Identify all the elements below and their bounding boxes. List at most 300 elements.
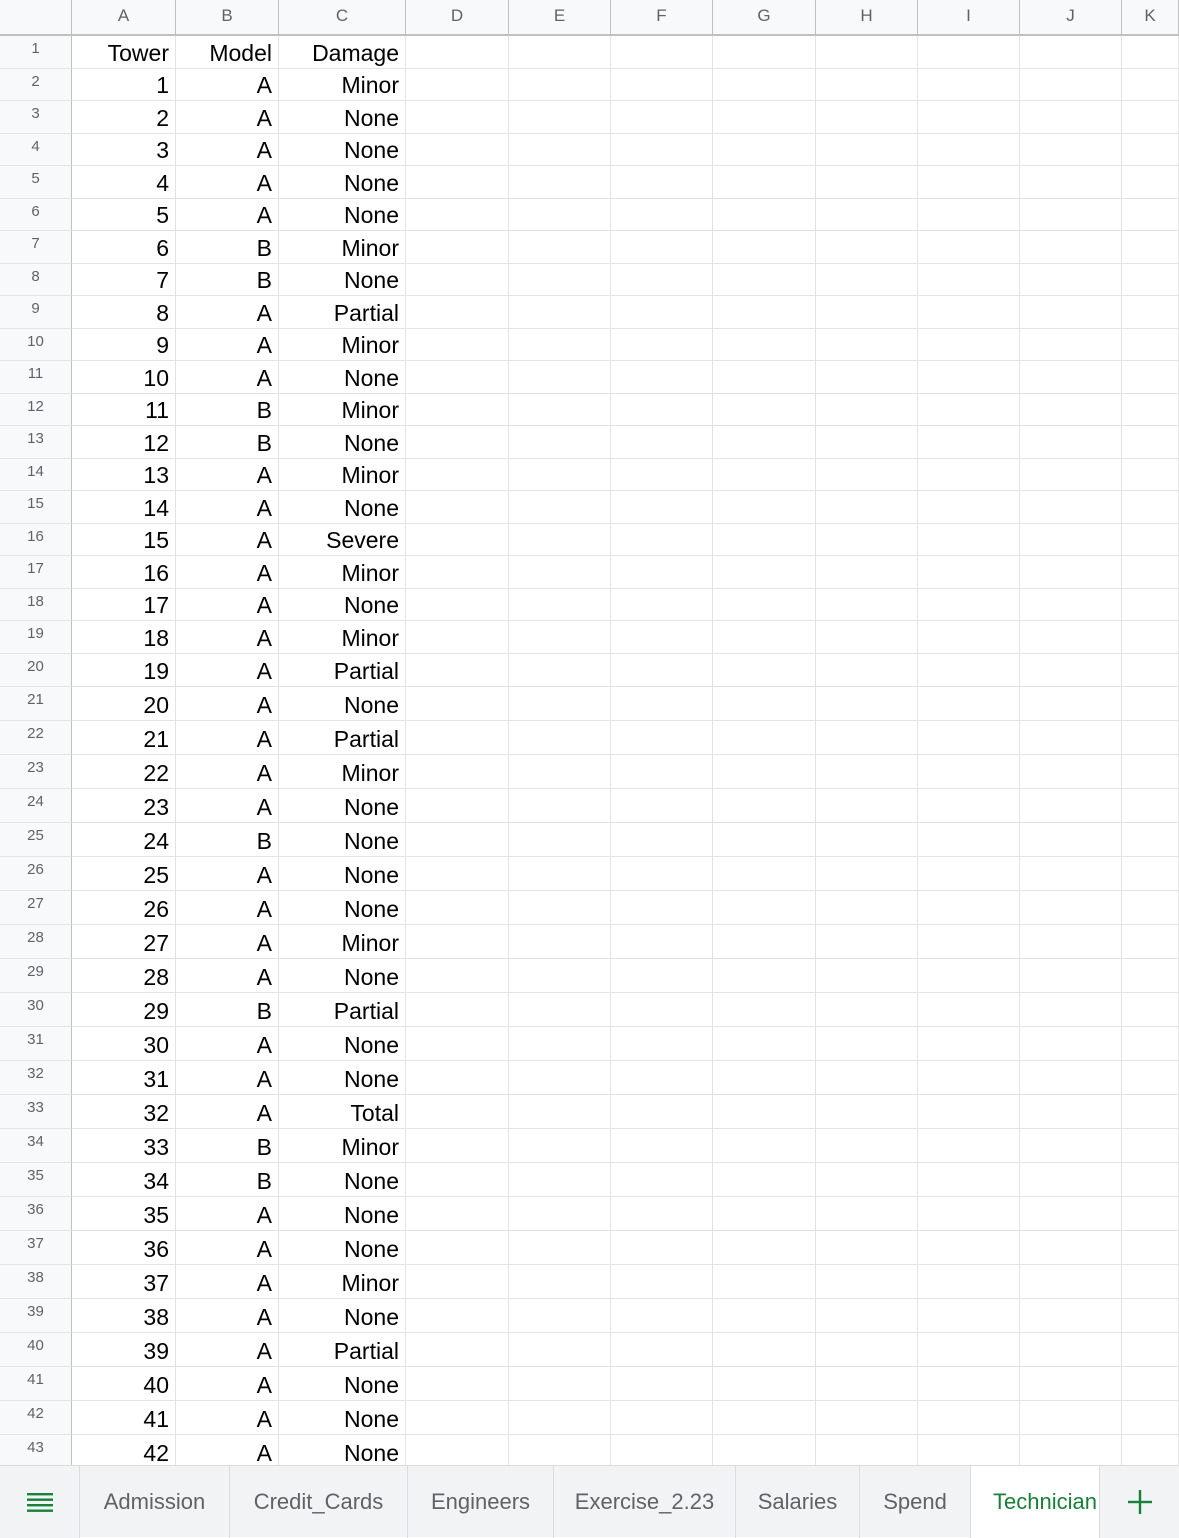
cell-c26[interactable]: None xyxy=(279,857,406,891)
cell-b40[interactable]: A xyxy=(176,1333,279,1367)
cell-f14[interactable] xyxy=(611,459,713,491)
cell-c43[interactable]: None xyxy=(279,1435,406,1465)
cell-b24[interactable]: A xyxy=(176,789,279,823)
sheet-tab-credit-cards[interactable]: Credit_Cards xyxy=(230,1466,408,1538)
cell-e39[interactable] xyxy=(509,1299,611,1333)
cell-e3[interactable] xyxy=(509,101,611,134)
cell-h25[interactable] xyxy=(816,823,918,857)
row-header[interactable]: 43 xyxy=(0,1435,72,1465)
cell-a29[interactable]: 28 xyxy=(72,959,176,993)
cell-c35[interactable]: None xyxy=(279,1163,406,1197)
cell-e37[interactable] xyxy=(509,1231,611,1265)
cell-j39[interactable] xyxy=(1020,1299,1122,1333)
cell-e7[interactable] xyxy=(509,231,611,264)
cell-c4[interactable]: None xyxy=(279,134,406,166)
cell-b37[interactable]: A xyxy=(176,1231,279,1265)
cell-e40[interactable] xyxy=(509,1333,611,1367)
cell-d30[interactable] xyxy=(406,993,509,1027)
cell-h11[interactable] xyxy=(816,361,918,394)
cell-a32[interactable]: 31 xyxy=(72,1061,176,1095)
cell-f1[interactable] xyxy=(611,36,713,69)
cell-c21[interactable]: None xyxy=(279,687,406,721)
sheet-tab-exercise-2-23[interactable]: Exercise_2.23 xyxy=(554,1466,736,1538)
cell-j24[interactable] xyxy=(1020,789,1122,823)
cell-k23[interactable] xyxy=(1122,755,1179,789)
row-header[interactable]: 1 xyxy=(0,36,72,69)
cell-g13[interactable] xyxy=(713,426,816,459)
cell-d9[interactable] xyxy=(406,296,509,329)
cell-g11[interactable] xyxy=(713,361,816,394)
cell-e10[interactable] xyxy=(509,329,611,361)
cell-h13[interactable] xyxy=(816,426,918,459)
row-header[interactable]: 39 xyxy=(0,1299,72,1333)
cell-j14[interactable] xyxy=(1020,459,1122,491)
cell-g41[interactable] xyxy=(713,1367,816,1401)
cell-f27[interactable] xyxy=(611,891,713,925)
cell-f40[interactable] xyxy=(611,1333,713,1367)
cell-d17[interactable] xyxy=(406,556,509,589)
cell-h22[interactable] xyxy=(816,721,918,755)
cell-f12[interactable] xyxy=(611,394,713,426)
cell-i28[interactable] xyxy=(918,925,1020,959)
cell-k14[interactable] xyxy=(1122,459,1179,491)
column-header-a[interactable]: A xyxy=(72,0,176,36)
cell-f15[interactable] xyxy=(611,491,713,524)
cell-j2[interactable] xyxy=(1020,69,1122,101)
cell-k11[interactable] xyxy=(1122,361,1179,394)
cell-d33[interactable] xyxy=(406,1095,509,1129)
cell-f41[interactable] xyxy=(611,1367,713,1401)
cell-h28[interactable] xyxy=(816,925,918,959)
cell-d7[interactable] xyxy=(406,231,509,264)
cell-c16[interactable]: Severe xyxy=(279,524,406,556)
cell-d39[interactable] xyxy=(406,1299,509,1333)
cell-h12[interactable] xyxy=(816,394,918,426)
cell-a39[interactable]: 38 xyxy=(72,1299,176,1333)
cell-j4[interactable] xyxy=(1020,134,1122,166)
cell-i4[interactable] xyxy=(918,134,1020,166)
cell-h26[interactable] xyxy=(816,857,918,891)
cell-k27[interactable] xyxy=(1122,891,1179,925)
cell-j1[interactable] xyxy=(1020,36,1122,69)
cell-g21[interactable] xyxy=(713,687,816,721)
cell-j8[interactable] xyxy=(1020,264,1122,296)
cell-b1[interactable]: Model xyxy=(176,36,279,69)
cell-c8[interactable]: None xyxy=(279,264,406,296)
cell-c33[interactable]: Total xyxy=(279,1095,406,1129)
cell-i29[interactable] xyxy=(918,959,1020,993)
cell-a24[interactable]: 23 xyxy=(72,789,176,823)
cell-h5[interactable] xyxy=(816,166,918,199)
cell-d37[interactable] xyxy=(406,1231,509,1265)
cell-j20[interactable] xyxy=(1020,654,1122,687)
cell-g20[interactable] xyxy=(713,654,816,687)
cell-d4[interactable] xyxy=(406,134,509,166)
row-header[interactable]: 28 xyxy=(0,925,72,959)
cell-k21[interactable] xyxy=(1122,687,1179,721)
cell-i43[interactable] xyxy=(918,1435,1020,1465)
cell-i26[interactable] xyxy=(918,857,1020,891)
cell-e24[interactable] xyxy=(509,789,611,823)
cell-c5[interactable]: None xyxy=(279,166,406,199)
cell-c36[interactable]: None xyxy=(279,1197,406,1231)
cell-d40[interactable] xyxy=(406,1333,509,1367)
cell-e18[interactable] xyxy=(509,589,611,621)
cell-c41[interactable]: None xyxy=(279,1367,406,1401)
cell-g7[interactable] xyxy=(713,231,816,264)
cell-g28[interactable] xyxy=(713,925,816,959)
cell-a6[interactable]: 5 xyxy=(72,199,176,231)
cell-k12[interactable] xyxy=(1122,394,1179,426)
cell-d41[interactable] xyxy=(406,1367,509,1401)
cell-d36[interactable] xyxy=(406,1197,509,1231)
cell-k26[interactable] xyxy=(1122,857,1179,891)
column-header-f[interactable]: F xyxy=(611,0,713,36)
cell-j34[interactable] xyxy=(1020,1129,1122,1163)
cell-d2[interactable] xyxy=(406,69,509,101)
column-header-k[interactable]: K xyxy=(1122,0,1179,36)
cell-j32[interactable] xyxy=(1020,1061,1122,1095)
cell-i17[interactable] xyxy=(918,556,1020,589)
cell-i5[interactable] xyxy=(918,166,1020,199)
cell-b22[interactable]: A xyxy=(176,721,279,755)
column-header-c[interactable]: C xyxy=(279,0,406,36)
cell-e36[interactable] xyxy=(509,1197,611,1231)
cell-b5[interactable]: A xyxy=(176,166,279,199)
cell-d15[interactable] xyxy=(406,491,509,524)
cell-e14[interactable] xyxy=(509,459,611,491)
cell-d25[interactable] xyxy=(406,823,509,857)
cell-k3[interactable] xyxy=(1122,101,1179,134)
cell-c14[interactable]: Minor xyxy=(279,459,406,491)
cell-a4[interactable]: 3 xyxy=(72,134,176,166)
cell-f16[interactable] xyxy=(611,524,713,556)
cell-k1[interactable] xyxy=(1122,36,1179,69)
cell-k34[interactable] xyxy=(1122,1129,1179,1163)
cell-d23[interactable] xyxy=(406,755,509,789)
cell-j26[interactable] xyxy=(1020,857,1122,891)
cell-j36[interactable] xyxy=(1020,1197,1122,1231)
cell-a9[interactable]: 8 xyxy=(72,296,176,329)
cell-j29[interactable] xyxy=(1020,959,1122,993)
cell-d10[interactable] xyxy=(406,329,509,361)
cell-j7[interactable] xyxy=(1020,231,1122,264)
row-header[interactable]: 19 xyxy=(0,621,72,654)
cell-b31[interactable]: A xyxy=(176,1027,279,1061)
cell-f9[interactable] xyxy=(611,296,713,329)
row-header[interactable]: 25 xyxy=(0,823,72,857)
cell-h27[interactable] xyxy=(816,891,918,925)
cell-d32[interactable] xyxy=(406,1061,509,1095)
cell-e8[interactable] xyxy=(509,264,611,296)
cell-a34[interactable]: 33 xyxy=(72,1129,176,1163)
row-header[interactable]: 11 xyxy=(0,361,72,394)
cell-a8[interactable]: 7 xyxy=(72,264,176,296)
cell-d5[interactable] xyxy=(406,166,509,199)
cell-j12[interactable] xyxy=(1020,394,1122,426)
row-header[interactable]: 41 xyxy=(0,1367,72,1401)
cell-i39[interactable] xyxy=(918,1299,1020,1333)
cell-e17[interactable] xyxy=(509,556,611,589)
cell-e23[interactable] xyxy=(509,755,611,789)
cell-b16[interactable]: A xyxy=(176,524,279,556)
cell-a25[interactable]: 24 xyxy=(72,823,176,857)
cell-g4[interactable] xyxy=(713,134,816,166)
cell-i16[interactable] xyxy=(918,524,1020,556)
cell-e35[interactable] xyxy=(509,1163,611,1197)
column-header-d[interactable]: D xyxy=(406,0,509,36)
cell-g29[interactable] xyxy=(713,959,816,993)
cell-h38[interactable] xyxy=(816,1265,918,1299)
cell-h34[interactable] xyxy=(816,1129,918,1163)
cell-a35[interactable]: 34 xyxy=(72,1163,176,1197)
cell-h39[interactable] xyxy=(816,1299,918,1333)
cell-b43[interactable]: A xyxy=(176,1435,279,1465)
cell-j15[interactable] xyxy=(1020,491,1122,524)
cell-e33[interactable] xyxy=(509,1095,611,1129)
cell-g40[interactable] xyxy=(713,1333,816,1367)
cell-h33[interactable] xyxy=(816,1095,918,1129)
row-header[interactable]: 2 xyxy=(0,69,72,101)
cell-d13[interactable] xyxy=(406,426,509,459)
cell-e12[interactable] xyxy=(509,394,611,426)
column-header-h[interactable]: H xyxy=(816,0,918,36)
row-header[interactable]: 35 xyxy=(0,1163,72,1197)
cell-b30[interactable]: B xyxy=(176,993,279,1027)
cell-i12[interactable] xyxy=(918,394,1020,426)
cell-j30[interactable] xyxy=(1020,993,1122,1027)
column-header-e[interactable]: E xyxy=(509,0,611,36)
cell-h14[interactable] xyxy=(816,459,918,491)
cell-j11[interactable] xyxy=(1020,361,1122,394)
cell-d18[interactable] xyxy=(406,589,509,621)
cell-d38[interactable] xyxy=(406,1265,509,1299)
cell-e27[interactable] xyxy=(509,891,611,925)
cell-a27[interactable]: 26 xyxy=(72,891,176,925)
cell-k40[interactable] xyxy=(1122,1333,1179,1367)
cell-k41[interactable] xyxy=(1122,1367,1179,1401)
cell-c20[interactable]: Partial xyxy=(279,654,406,687)
cell-i30[interactable] xyxy=(918,993,1020,1027)
cell-f29[interactable] xyxy=(611,959,713,993)
row-header[interactable]: 26 xyxy=(0,857,72,891)
cell-b42[interactable]: A xyxy=(176,1401,279,1435)
cell-f37[interactable] xyxy=(611,1231,713,1265)
cell-f20[interactable] xyxy=(611,654,713,687)
cell-h24[interactable] xyxy=(816,789,918,823)
cell-j40[interactable] xyxy=(1020,1333,1122,1367)
cell-g9[interactable] xyxy=(713,296,816,329)
row-header[interactable]: 23 xyxy=(0,755,72,789)
cell-i14[interactable] xyxy=(918,459,1020,491)
cell-h1[interactable] xyxy=(816,36,918,69)
cell-c13[interactable]: None xyxy=(279,426,406,459)
cell-a28[interactable]: 27 xyxy=(72,925,176,959)
row-header[interactable]: 34 xyxy=(0,1129,72,1163)
cell-h30[interactable] xyxy=(816,993,918,1027)
cell-e32[interactable] xyxy=(509,1061,611,1095)
cell-f26[interactable] xyxy=(611,857,713,891)
cell-f34[interactable] xyxy=(611,1129,713,1163)
cell-c12[interactable]: Minor xyxy=(279,394,406,426)
cell-b27[interactable]: A xyxy=(176,891,279,925)
cell-g5[interactable] xyxy=(713,166,816,199)
cell-h29[interactable] xyxy=(816,959,918,993)
cell-e16[interactable] xyxy=(509,524,611,556)
cell-j43[interactable] xyxy=(1020,1435,1122,1465)
cell-c9[interactable]: Partial xyxy=(279,296,406,329)
cell-c40[interactable]: Partial xyxy=(279,1333,406,1367)
row-header[interactable]: 13 xyxy=(0,426,72,459)
cell-d20[interactable] xyxy=(406,654,509,687)
row-header[interactable]: 27 xyxy=(0,891,72,925)
cell-c42[interactable]: None xyxy=(279,1401,406,1435)
cell-i11[interactable] xyxy=(918,361,1020,394)
row-header[interactable]: 36 xyxy=(0,1197,72,1231)
cell-e5[interactable] xyxy=(509,166,611,199)
cell-f38[interactable] xyxy=(611,1265,713,1299)
cell-h37[interactable] xyxy=(816,1231,918,1265)
sheet-tab-technician[interactable]: Technician xyxy=(971,1466,1100,1538)
cell-f7[interactable] xyxy=(611,231,713,264)
cell-i6[interactable] xyxy=(918,199,1020,231)
cell-c6[interactable]: None xyxy=(279,199,406,231)
row-header[interactable]: 29 xyxy=(0,959,72,993)
cell-i34[interactable] xyxy=(918,1129,1020,1163)
cell-i15[interactable] xyxy=(918,491,1020,524)
cell-a26[interactable]: 25 xyxy=(72,857,176,891)
cell-b28[interactable]: A xyxy=(176,925,279,959)
row-header[interactable]: 38 xyxy=(0,1265,72,1299)
cell-k17[interactable] xyxy=(1122,556,1179,589)
cell-e15[interactable] xyxy=(509,491,611,524)
cell-g39[interactable] xyxy=(713,1299,816,1333)
cell-a14[interactable]: 13 xyxy=(72,459,176,491)
cell-b19[interactable]: A xyxy=(176,621,279,654)
cell-c1[interactable]: Damage xyxy=(279,36,406,69)
cell-d24[interactable] xyxy=(406,789,509,823)
cell-g23[interactable] xyxy=(713,755,816,789)
cell-i23[interactable] xyxy=(918,755,1020,789)
row-header[interactable]: 33 xyxy=(0,1095,72,1129)
cell-e11[interactable] xyxy=(509,361,611,394)
cell-h10[interactable] xyxy=(816,329,918,361)
cell-k13[interactable] xyxy=(1122,426,1179,459)
add-sheet-button[interactable] xyxy=(1100,1466,1179,1538)
cell-h6[interactable] xyxy=(816,199,918,231)
cell-i19[interactable] xyxy=(918,621,1020,654)
row-header[interactable]: 21 xyxy=(0,687,72,721)
cell-e38[interactable] xyxy=(509,1265,611,1299)
cell-k5[interactable] xyxy=(1122,166,1179,199)
row-header[interactable]: 4 xyxy=(0,134,72,166)
cell-f13[interactable] xyxy=(611,426,713,459)
cell-b20[interactable]: A xyxy=(176,654,279,687)
cell-c3[interactable]: None xyxy=(279,101,406,134)
cell-j41[interactable] xyxy=(1020,1367,1122,1401)
cell-f3[interactable] xyxy=(611,101,713,134)
cell-a20[interactable]: 19 xyxy=(72,654,176,687)
cell-i31[interactable] xyxy=(918,1027,1020,1061)
cell-f23[interactable] xyxy=(611,755,713,789)
cell-j16[interactable] xyxy=(1020,524,1122,556)
column-header-i[interactable]: I xyxy=(918,0,1020,36)
cell-e9[interactable] xyxy=(509,296,611,329)
row-header[interactable]: 8 xyxy=(0,264,72,296)
cell-k28[interactable] xyxy=(1122,925,1179,959)
cell-b2[interactable]: A xyxy=(176,69,279,101)
cell-a36[interactable]: 35 xyxy=(72,1197,176,1231)
cell-a30[interactable]: 29 xyxy=(72,993,176,1027)
cell-k9[interactable] xyxy=(1122,296,1179,329)
cell-e21[interactable] xyxy=(509,687,611,721)
cell-g43[interactable] xyxy=(713,1435,816,1465)
cell-d16[interactable] xyxy=(406,524,509,556)
cell-e2[interactable] xyxy=(509,69,611,101)
cell-a23[interactable]: 22 xyxy=(72,755,176,789)
cell-f42[interactable] xyxy=(611,1401,713,1435)
cell-a7[interactable]: 6 xyxy=(72,231,176,264)
cell-g22[interactable] xyxy=(713,721,816,755)
cell-k10[interactable] xyxy=(1122,329,1179,361)
cell-j17[interactable] xyxy=(1020,556,1122,589)
cell-f32[interactable] xyxy=(611,1061,713,1095)
cell-k4[interactable] xyxy=(1122,134,1179,166)
cell-b23[interactable]: A xyxy=(176,755,279,789)
cell-h20[interactable] xyxy=(816,654,918,687)
cell-c27[interactable]: None xyxy=(279,891,406,925)
row-header[interactable]: 37 xyxy=(0,1231,72,1265)
cell-a1[interactable]: Tower xyxy=(72,36,176,69)
cell-i18[interactable] xyxy=(918,589,1020,621)
cell-f6[interactable] xyxy=(611,199,713,231)
cell-g26[interactable] xyxy=(713,857,816,891)
cell-j19[interactable] xyxy=(1020,621,1122,654)
cell-h43[interactable] xyxy=(816,1435,918,1465)
cell-b9[interactable]: A xyxy=(176,296,279,329)
cell-g6[interactable] xyxy=(713,199,816,231)
cell-b7[interactable]: B xyxy=(176,231,279,264)
cell-j35[interactable] xyxy=(1020,1163,1122,1197)
cell-k19[interactable] xyxy=(1122,621,1179,654)
cell-g33[interactable] xyxy=(713,1095,816,1129)
cell-a31[interactable]: 30 xyxy=(72,1027,176,1061)
cell-j21[interactable] xyxy=(1020,687,1122,721)
cell-i42[interactable] xyxy=(918,1401,1020,1435)
cell-k25[interactable] xyxy=(1122,823,1179,857)
cell-h32[interactable] xyxy=(816,1061,918,1095)
cell-j5[interactable] xyxy=(1020,166,1122,199)
cell-h9[interactable] xyxy=(816,296,918,329)
cell-g10[interactable] xyxy=(713,329,816,361)
cell-b11[interactable]: A xyxy=(176,361,279,394)
cell-k43[interactable] xyxy=(1122,1435,1179,1465)
cell-j22[interactable] xyxy=(1020,721,1122,755)
cell-a22[interactable]: 21 xyxy=(72,721,176,755)
row-header[interactable]: 31 xyxy=(0,1027,72,1061)
row-header[interactable]: 14 xyxy=(0,459,72,491)
row-header[interactable]: 10 xyxy=(0,329,72,361)
cell-h18[interactable] xyxy=(816,589,918,621)
cell-k39[interactable] xyxy=(1122,1299,1179,1333)
cell-a11[interactable]: 10 xyxy=(72,361,176,394)
cell-k6[interactable] xyxy=(1122,199,1179,231)
row-header[interactable]: 20 xyxy=(0,654,72,687)
cell-e22[interactable] xyxy=(509,721,611,755)
cell-d21[interactable] xyxy=(406,687,509,721)
cell-f30[interactable] xyxy=(611,993,713,1027)
cell-a13[interactable]: 12 xyxy=(72,426,176,459)
